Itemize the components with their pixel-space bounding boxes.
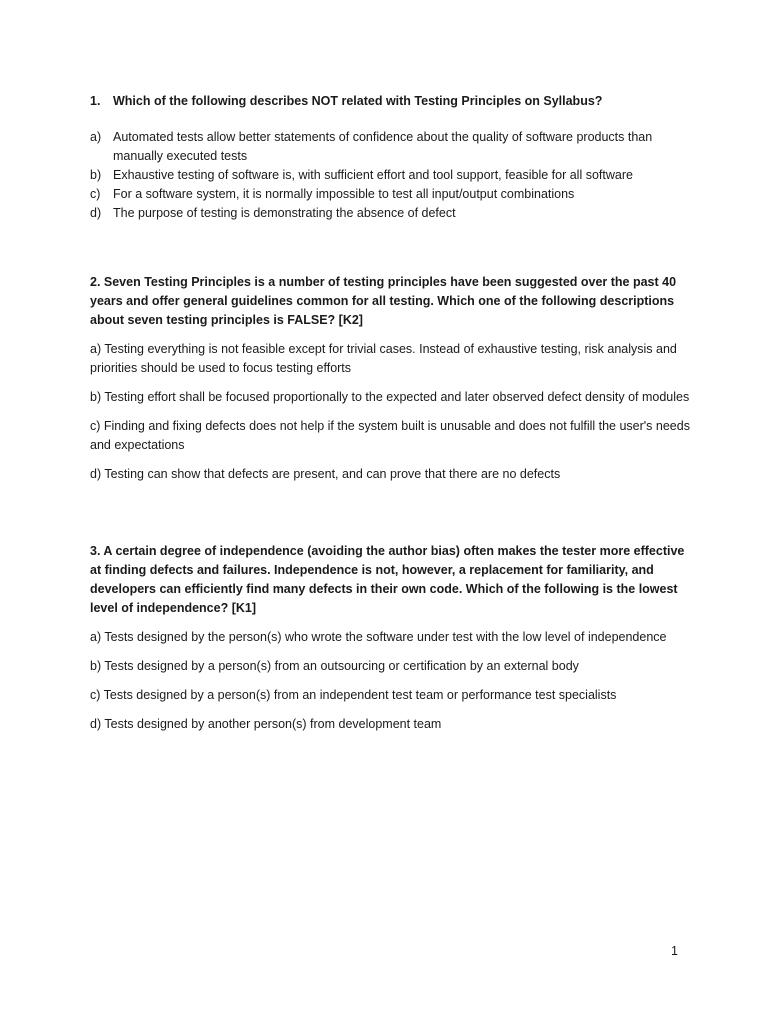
question-2-title: 2. Seven Testing Principles is a number of testing principles have been suggested over the past 40 years and offer general guidelines common for all testing. Which one of the following descriptions about seven testing principles is FALSE? [K2] xyxy=(90,275,677,327)
question-2 xyxy=(90,273,690,484)
option-c: c) Finding and fixing defects does not help if the system built is unusable and does not fulfill the user's needs and expectations xyxy=(90,419,690,452)
option-b: b) Testing effort shall be focused proportionally to the expected and later observed defect density of modules xyxy=(90,390,690,404)
question-1 xyxy=(90,92,690,223)
option-letter: a) xyxy=(90,130,102,144)
option-text: Automated tests allow better statements of confidence about the quality of software products than manually executed tests xyxy=(113,130,653,163)
question-3 xyxy=(90,542,690,734)
question-number: 1. xyxy=(90,94,101,108)
option-d: d) Testing can show that defects are present, and can prove that there are no defects xyxy=(90,467,561,481)
option-a xyxy=(90,128,690,166)
option-text: Exhaustive testing of software is, with sufficient effort and tool support, feasible for all software xyxy=(113,168,633,182)
option-c xyxy=(90,185,690,204)
option-text: For a software system, it is normally impossible to test all input/output combinations xyxy=(113,187,575,201)
option-letter: c) xyxy=(90,187,101,201)
option-letter: b) xyxy=(90,168,102,182)
option-b xyxy=(90,166,690,185)
option-c: c) Tests designed by a person(s) from an independent test team or performance test specialists xyxy=(90,688,617,702)
option-a: a) Testing everything is not feasible except for trivial cases. Instead of exhaustive testing, risk analysis and priorities should be used to focus testing efforts xyxy=(90,342,677,375)
option-b: b) Tests designed by a person(s) from an outsourcing or certification by an external body xyxy=(90,659,579,673)
question-1-options xyxy=(90,128,690,223)
option-d: d) Tests designed by another person(s) from development team xyxy=(90,717,442,731)
option-d xyxy=(90,204,690,223)
option-a: a) Tests designed by the person(s) who wrote the software under test with the low level of independence xyxy=(90,630,667,644)
option-text: The purpose of testing is demonstrating the absence of defect xyxy=(113,206,456,220)
option-letter: d) xyxy=(90,206,102,220)
question-3-title: 3. A certain degree of independence (avoiding the author bias) often makes the tester more effective at finding defects and failures. Independence is not, however, a replacement for familiarity, and developers can efficiently find many defects in their own code. Which of the following is the lowest level of independence? [K1] xyxy=(90,544,685,615)
question-1-title xyxy=(90,92,690,111)
page-number: 1 xyxy=(671,944,678,958)
question-text: Which of the following describes NOT related with Testing Principles on Syllabus? xyxy=(113,94,603,108)
